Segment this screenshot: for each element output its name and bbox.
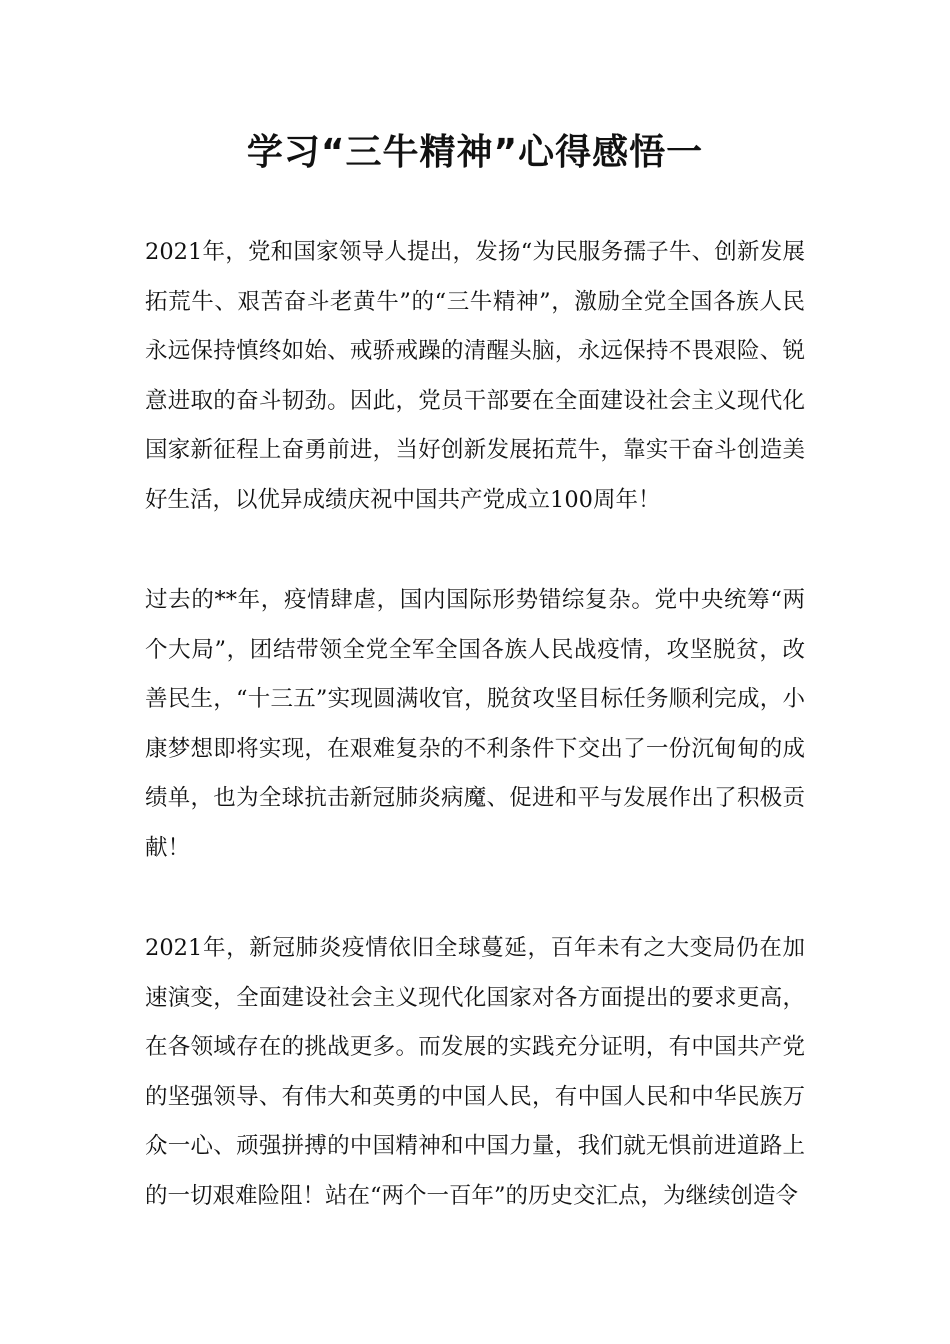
paragraph-1: 2021年，党和国家领导人提出，发扬“为民服务孺子牛、创新发展拓荒牛、艰苦奋斗老黄牛”的“三牛精神”，激励全党全国各族人民永远保持慎终如始、戒骄戒躁的清醒头脑，永远保持不畏艰险、锐意进取的奋斗韧劲。因此，党员干部要在全面建设社会主义现代化国家新征程上奋勇前进，当好创新发展拓荒牛，靠实干奋斗创造美好生活，以优异成绩庆祝中国共产党成立100周年！ [145,239,805,513]
paragraph-2: 过去的**年，疫情肆虐，国内国际形势错综复杂。党中央统筹“两个大局”，团结带领全党全军全国各族人民战疫情，攻坚脱贫，改善民生，“十三五”实现圆满收官，脱贫攻坚目标任务顺利完成，小康梦想即将实现，在艰难复杂的不利条件下交出了一份沉甸甸的成绩单，也为全球抗击新冠肺炎病魔、促进和平与发展作出了积极贡献！ [145,587,805,861]
paragraph-3: 2021年，新冠肺炎疫情依旧全球蔓延，百年未有之大变局仍在加速演变，全面建设社会主义现代化国家对各方面提出的要求更高，在各领域存在的挑战更多。而发展的实践充分证明，有中国共产党的坚强领导、有伟大和英勇的中国人民，有中国人民和中华民族万众一心、顽强拼搏的中国精神和中国力量，我们就无惧前进道路上的一切艰难险阻！站在“两个一百年”的历史交汇点，为继续创造令 [145,935,805,1209]
document-title: 学习“三牛精神”心得感悟一 [246,132,704,173]
